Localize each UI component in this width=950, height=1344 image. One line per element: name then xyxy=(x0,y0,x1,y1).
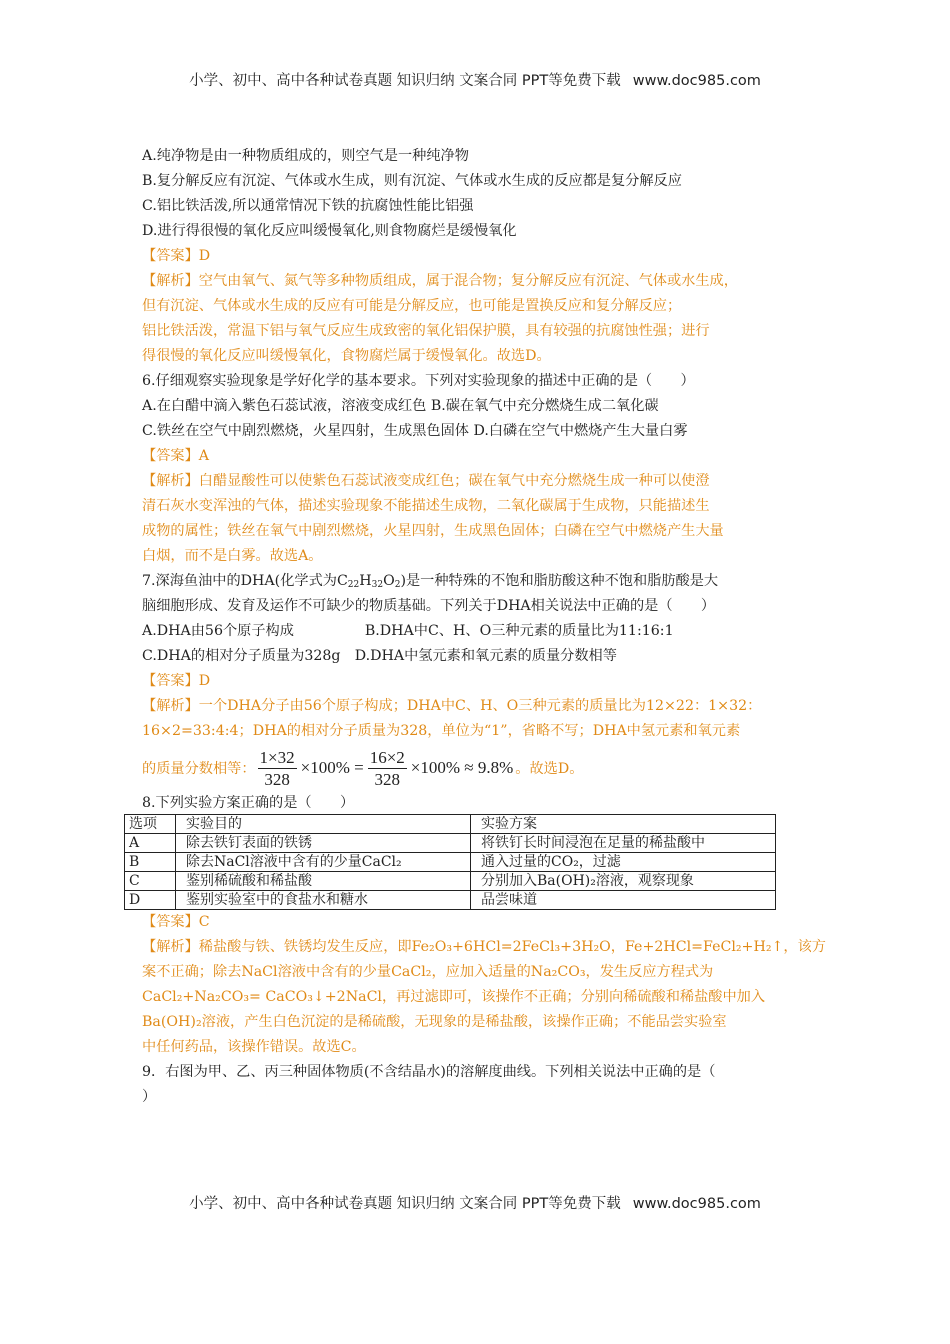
table-cell: C xyxy=(125,872,176,891)
table-row xyxy=(125,853,776,872)
formula-result: ×100% ≈ 9.8% xyxy=(410,758,514,777)
table-header-cell: 选项 xyxy=(125,815,176,834)
footer-site: www.doc985.com xyxy=(632,1196,761,1212)
analysis-tag: 【解析】 xyxy=(142,939,199,955)
subscript: 22 xyxy=(347,580,360,590)
table-cell: 分别加入Ba(OH)₂溶液，观察现象 xyxy=(471,872,776,891)
subscript: 2 xyxy=(394,580,401,590)
header-text: 小学、初中、高中各种试卷真题 知识归纳 文案合同 PPT等免费下载 xyxy=(189,73,621,89)
table-cell: 品尝味道 xyxy=(471,891,776,910)
table-header-row xyxy=(125,815,776,834)
table-cell: 鉴别稀硫酸和稀盐酸 xyxy=(176,872,471,891)
analysis-text: 空气由氧气、氮气等多种物质组成，属于混合物；复分解反应有沉淀、气体或水生成， xyxy=(198,273,738,289)
q5-answer: 【答案】D xyxy=(142,248,211,264)
analysis-tag: 【解析】 xyxy=(142,273,199,289)
q6-analysis-line xyxy=(142,469,810,494)
table-cell: 将铁钉长时间浸泡在足量的稀盐酸中 xyxy=(471,834,776,853)
formula-suffix: 。故选D。 xyxy=(515,761,584,777)
q6-analysis-line: 白烟，而不是白雾。故选A。 xyxy=(142,548,323,564)
q9-stem: 9．右图为甲、乙、丙三种固体物质(不含结晶水)的溶解度曲线。下列相关说法中正确的是（ xyxy=(142,1064,716,1080)
q5-analysis-line: 得很慢的氧化反应叫缓慢氧化，食物腐烂属于缓慢氧化。故选D。 xyxy=(142,348,551,364)
page-footer xyxy=(0,1192,950,1213)
q8-stem: 8.下列实验方案正确的是（ ） xyxy=(142,795,355,811)
page-header xyxy=(0,69,950,90)
q8-answer: 【答案】C xyxy=(142,914,210,930)
q7-answer: 【答案】D xyxy=(142,673,211,689)
q8-analysis-line: CaCl₂+Na₂CO₃= CaCO₃↓+2NaCl，再过滤即可，该操作不正确；分别向稀硫酸和稀盐酸中加入 xyxy=(142,989,766,1005)
q5-option-a: A.纯净物是由一种物质组成的，则空气是一种纯净物 xyxy=(142,148,469,164)
stem-text: H xyxy=(359,573,372,589)
q8-table xyxy=(124,814,776,910)
stem-text: 7.深海鱼油中的DHA(化学式为C xyxy=(142,573,348,589)
fraction-denominator: 328 xyxy=(374,769,400,789)
q6-stem: 6.仔细观察实验现象是学好化学的基本要求。下列对实验现象的描述中正确的是（ ） xyxy=(142,373,695,389)
q6-answer: 【答案】A xyxy=(142,448,209,464)
table-row xyxy=(125,872,776,891)
analysis-text: 稀盐酸与铁、铁锈均发生反应，即Fe₂O₃+6HCl=2FeCl₃+3H₂O，Fe+2HCl=FeCl₂+H₂↑，该方 xyxy=(198,939,826,955)
table-row xyxy=(125,834,776,853)
fraction-numerator: 1×32 xyxy=(259,747,295,767)
fraction xyxy=(368,747,407,790)
table-header-cell: 实验方案 xyxy=(471,815,776,834)
q7-options-ab: A.DHA由56个原子构成 B.DHA中C、H、O三种元素的质量比为11:16:1 xyxy=(142,623,674,639)
formula-operator: ×100% = xyxy=(300,758,364,777)
table-cell: 鉴别实验室中的食盐水和糖水 xyxy=(176,891,471,910)
q8-analysis-line: 案不正确；除去NaCl溶液中含有的少量CaCl₂，应加入适量的Na₂CO₃，发生反应方程式为 xyxy=(142,964,714,980)
q5-analysis-line: 铝比铁活泼，常温下铝与氧气反应生成致密的氧化铝保护膜，具有较强的抗腐蚀性强；进行 xyxy=(142,323,710,339)
q7-analysis-line xyxy=(142,694,810,719)
formula-prefix: 的质量分数相等： xyxy=(142,761,256,777)
stem-text: )是一种特殊的不饱和脂肪酸这种不饱和脂肪酸是大 xyxy=(400,573,719,589)
q7-options-cd: C.DHA的相对分子质量为328g D.DHA中氢元素和氧元素的质量分数相等 xyxy=(142,648,617,664)
stem-text: O xyxy=(383,573,395,589)
q7-stem-line1 xyxy=(142,569,810,594)
fraction-numerator: 16×2 xyxy=(369,747,405,767)
table-cell: A xyxy=(125,834,176,853)
fraction-denominator: 328 xyxy=(264,769,290,789)
q5-analysis-line xyxy=(142,269,810,294)
table-cell: 除去铁钉表面的铁锈 xyxy=(176,834,471,853)
q5-option-d: D.进行得很慢的氧化反应叫缓慢氧化,则食物腐烂是缓慢氧化 xyxy=(142,223,517,239)
q7-formula-line xyxy=(142,744,810,792)
q6-analysis-line: 成物的属性；铁丝在氧气中剧烈燃烧，火星四射，生成黑色固体；白磷在空气中燃烧产生大量 xyxy=(142,523,724,539)
q5-option-b: B.复分解反应有沉淀、气体或水生成，则有沉淀、气体或水生成的反应都是复分解反应 xyxy=(142,173,682,189)
table-row xyxy=(125,891,776,910)
analysis-tag: 【解析】 xyxy=(142,698,199,714)
analysis-text: 白醋显酸性可以使紫色石蕊试液变成红色；碳在氧气中充分燃烧生成一种可以使澄 xyxy=(198,473,710,489)
table-header-cell: 实验目的 xyxy=(176,815,471,834)
q6-options-cd: C.铁丝在空气中剧烈燃烧，火星四射，生成黑色固体 D.白磷在空气中燃烧产生大量白雾 xyxy=(142,423,688,439)
table-cell: 通入过量的CO₂，过滤 xyxy=(471,853,776,872)
analysis-tag: 【解析】 xyxy=(142,473,199,489)
document-body xyxy=(129,144,826,1110)
q6-analysis-line: 清石灰水变浑浊的气体，描述实验现象不能描述生成物，二氧化碳属于生成物，只能描述生 xyxy=(142,498,710,514)
q7-analysis-line: 16×2=33:4:4；DHA的相对分子质量为328，单位为“1”，省略不写；DHA中氢元素和氧元素 xyxy=(142,723,741,739)
q5-option-c: C.铝比铁活泼,所以通常情况下铁的抗腐蚀性能比铝强 xyxy=(142,198,474,214)
q8-analysis-line xyxy=(142,935,826,960)
q6-options-ab: A.在白醋中滴入紫色石蕊试液，溶液变成红色 B.碳在氧气中充分燃烧生成二氧化碳 xyxy=(142,398,659,414)
fraction xyxy=(258,747,297,790)
analysis-text: 一个DHA分子由56个原子构成；DHA中C、H、O三种元素的质量比为12×22：1×32： xyxy=(198,698,762,714)
q8-analysis-line: 中任何药品，该操作错误。故选C。 xyxy=(142,1039,366,1055)
q7-stem-line2: 脑细胞形成、发育及运作不可缺少的物质基础。下列关于DHA相关说法中正确的是（ ） xyxy=(142,598,716,614)
q5-analysis-line: 但有沉淀、气体或水生成的反应有可能是分解反应，也可能是置换反应和复分解反应； xyxy=(142,298,682,314)
header-site: www.doc985.com xyxy=(632,73,761,89)
subscript: 32 xyxy=(371,580,384,590)
q8-analysis-line: Ba(OH)₂溶液，产生白色沉淀的是稀硫酸，无现象的是稀盐酸，该操作正确；不能品尝实验室 xyxy=(142,1014,727,1030)
table-cell: B xyxy=(125,853,176,872)
table-cell: 除去NaCl溶液中含有的少量CaCl₂ xyxy=(176,853,471,872)
footer-text: 小学、初中、高中各种试卷真题 知识归纳 文案合同 PPT等免费下载 xyxy=(189,1196,621,1212)
q9-stem-end: ） xyxy=(142,1089,157,1105)
table-cell: D xyxy=(125,891,176,910)
